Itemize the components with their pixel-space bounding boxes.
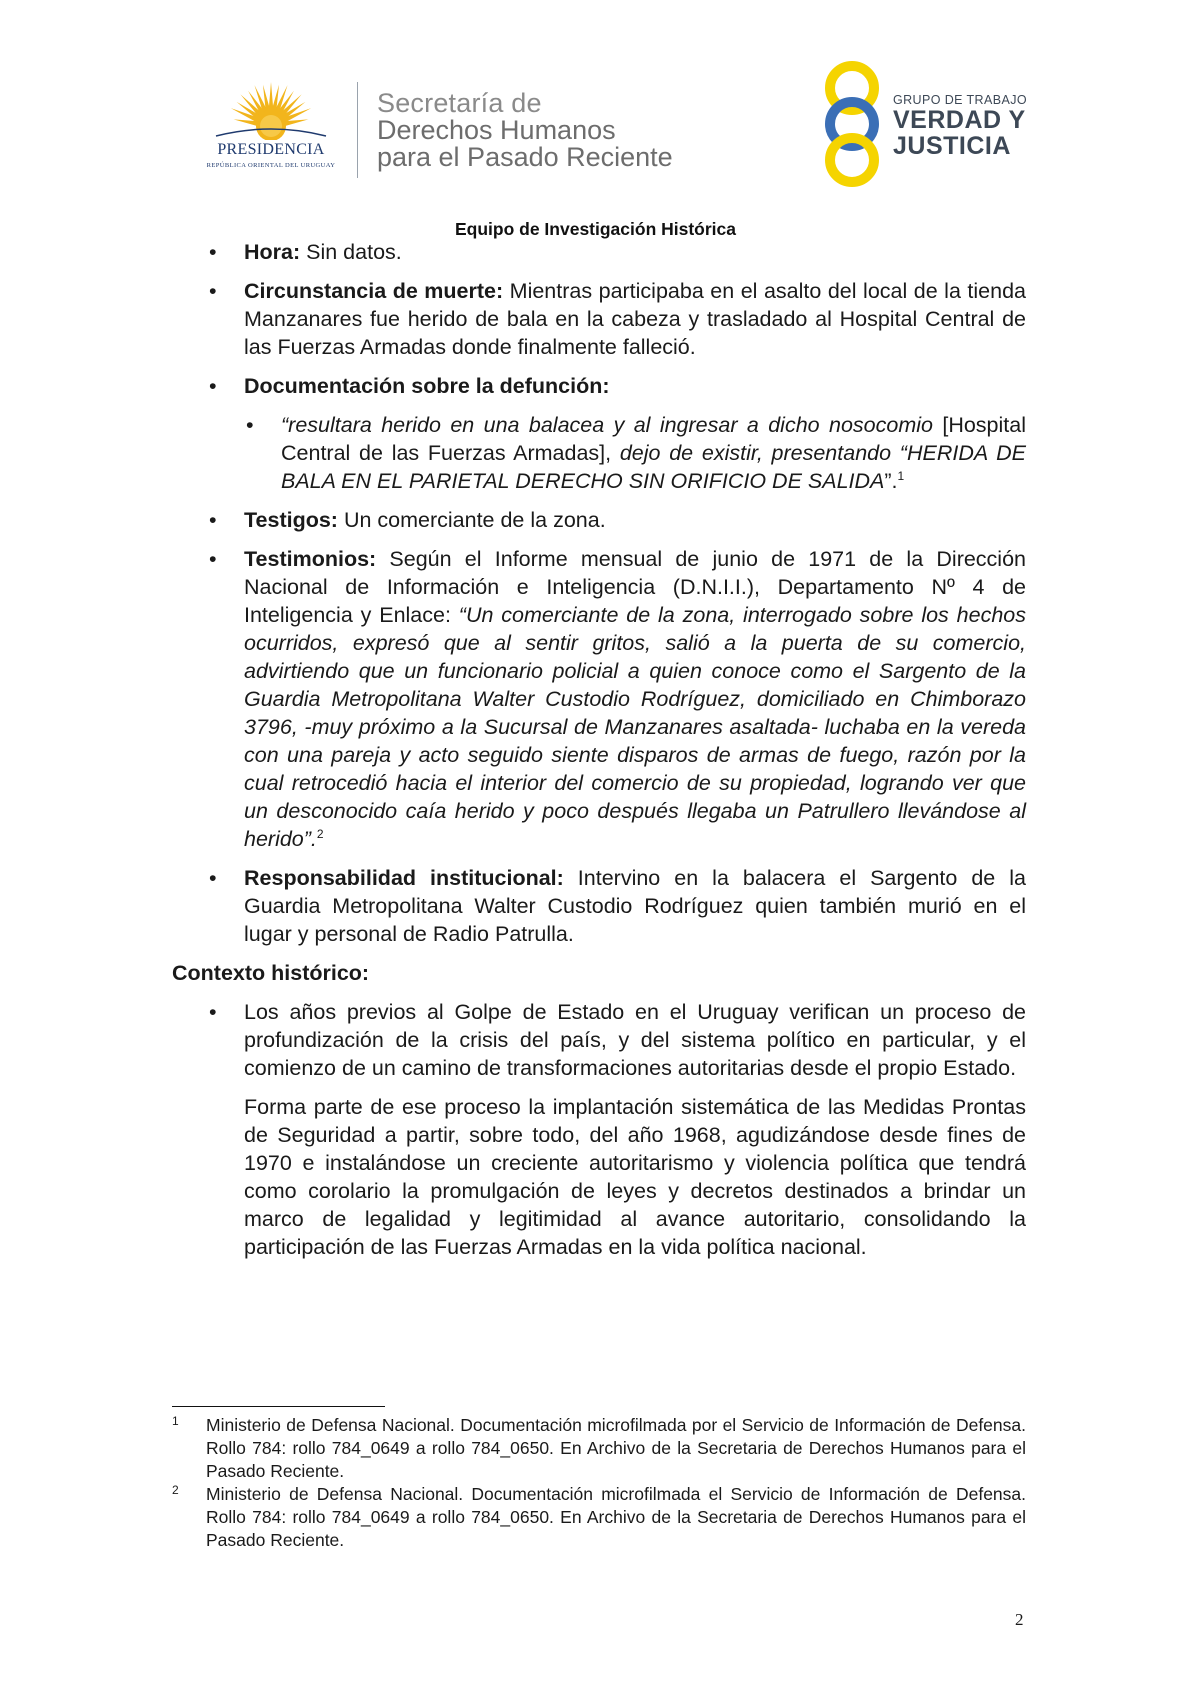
item-text: Según el Informe mensual de junio de 1971 de la Dirección Nacional de Información e Inteligencia (D.N.I.I.), Departamento Nº 4 de Inteligencia y Enlace: [244, 547, 1026, 627]
item-hora [209, 238, 1026, 266]
footnote-ref-2[interactable]: 2 [316, 826, 324, 841]
bullet: • [209, 508, 217, 532]
page-header [0, 0, 1191, 200]
bullet: • [209, 279, 217, 303]
footnote-number: 1 [172, 1414, 179, 1428]
item-label: Responsabilidad institucional: [244, 866, 564, 890]
testimony-quote: “Un comerciante de la zona, interrogado sobre los hechos ocurridos, expresó que al sentir gritos, salió a la puerta de su comercio, advirtiendo que un funcionario policial a quien conoce como el Sargento de la Guardia Metropolitana Walter Custodio Rodríguez, domiciliado en Chimborazo 3796, -muy próximo a la Sucursal de Manzanares asaltada- luchaba en la vereda con una pareja y acto seguido siente disparos de armas de fuego, razón por la cual retrocedió hacia el interior del comercio de su propiedad, logrando ver que un desconocido caía herido y poco después llegaba un Patrullero llevándose al herido”. [244, 603, 1026, 851]
bullet: • [209, 866, 217, 890]
verdad-justicia-wordmark [893, 93, 1027, 159]
contexto-paragraph-2: Forma parte de ese proceso la implantación sistemática de las Medidas Prontas de Seguridad a partir, sobre todo, del año 1968, agudizándose desde fines de 1970 e instalándose un creciente autoritarismo y violencia política que tendrá como corolario la promulgación de leyes y decretos destinados a brindar un marco de legalidad y legitimidad al avance autoritario, consolidando la participación de las Fuerzas Armadas en la vida política nacional. [244, 1095, 1026, 1259]
item-label: Circunstancia de muerte: [244, 279, 504, 303]
secretaria-name [377, 90, 673, 171]
item-testigos [209, 506, 1026, 534]
presidencia-logo [196, 78, 346, 178]
bullet: • [209, 547, 217, 571]
header-divider [357, 82, 358, 178]
item-responsabilidad [209, 864, 1026, 948]
bullet: • [209, 240, 217, 264]
vj-small-label: GRUPO DE TRABAJO [893, 93, 1027, 107]
item-documentacion [209, 372, 1026, 400]
bullet: • [209, 374, 217, 398]
paragraph-text: Los años previos al Golpe de Estado en el Uruguay verifican un proceso de profundización de la crisis del país, y del sistema político en particular, y el comienzo de un camino de transformaciones autoritarias desde el propio Estado. [244, 1000, 1026, 1080]
footnote-ref-1[interactable]: 1 [897, 468, 905, 483]
bullet: • [209, 1000, 217, 1024]
quote-end: ”. [884, 469, 898, 493]
footnote-number: 2 [172, 1483, 179, 1497]
item-text: Intervino en la balacera el Sargento de la Guardia Metropolitana Walter Custodio Rodríguez quien también murió en el lugar y personal de Radio Patrulla. [244, 866, 1026, 946]
item-text: Un comerciante de la zona. [337, 508, 606, 532]
footnote-text: Ministerio de Defensa Nacional. Documentación microfilmada el Servicio de Información de Defensa. Rollo 784: rollo 784_0649 a rollo 784_0650. En Archivo de la Secretaria de Derechos Humanos para el Pasado Reciente. [206, 1484, 1026, 1550]
presidencia-name: PRESIDENCIA [217, 141, 325, 158]
presidencia-subtitle: REPÚBLICA ORIENTAL DEL URUGUAY [206, 162, 336, 169]
sun-icon [196, 78, 346, 140]
item-label: Testigos: [244, 508, 338, 532]
vj-big-label-2: JUSTICIA [893, 132, 1011, 160]
secretaria-line-3: para el Pasado Reciente [377, 142, 673, 172]
bullet: • [246, 413, 254, 437]
secretaria-line-2: Derechos Humanos [377, 115, 616, 145]
document-body [0, 238, 1191, 1272]
secretaria-line-1: Secretaría de [377, 88, 542, 118]
item-testimonios [209, 545, 1026, 853]
item-text: Mientras participaba en el asalto del local de la tienda Manzanares fue herido de bala en la cabeza y trasladado al Hospital Central de las Fuerzas Armadas donde finalmente falleció. [244, 279, 1027, 359]
item-documentacion-quote [246, 411, 1026, 495]
item-text: Sin datos. [300, 240, 402, 264]
contexto-paragraph-1 [209, 998, 1026, 1082]
footnote-separator [172, 1406, 385, 1407]
item-circunstancia [209, 277, 1027, 361]
team-title: Equipo de Investigación Histórica [454, 219, 737, 239]
footnote-1 [172, 1414, 1026, 1483]
contexto-heading: Contexto histórico: [172, 961, 370, 985]
footnote-2 [172, 1483, 1026, 1552]
item-label: Hora: [244, 240, 301, 264]
quote-part-2: dejo de existir, presentando “HERIDA DE BALA EN EL PARIETAL DERECHO SIN ORIFICIO DE SALIDA [281, 441, 1026, 493]
footnotes [172, 1414, 1026, 1552]
page-number: 2 [1015, 1610, 1024, 1629]
vj-big-label-1: VERDAD Y [893, 106, 1026, 134]
footnote-text: Ministerio de Defensa Nacional. Documentación microfilmada por el Servicio de Información de Defensa. Rollo 784: rollo 784_0649 a rollo 784_0650. En Archivo de la Secretaria de Derechos Humanos para el Pasado Reciente. [206, 1415, 1026, 1481]
quote-part-1: “resultara herido en una balacea y al ingresar a dicho nosocomio [281, 413, 933, 437]
quote-bracket: [Hospital Central de las Fuerzas Armadas], [281, 413, 1026, 465]
item-label: Testimonios: [244, 547, 377, 571]
item-label: Documentación sobre la defunción: [244, 374, 610, 398]
verdad-justicia-rings-icon [812, 60, 902, 188]
